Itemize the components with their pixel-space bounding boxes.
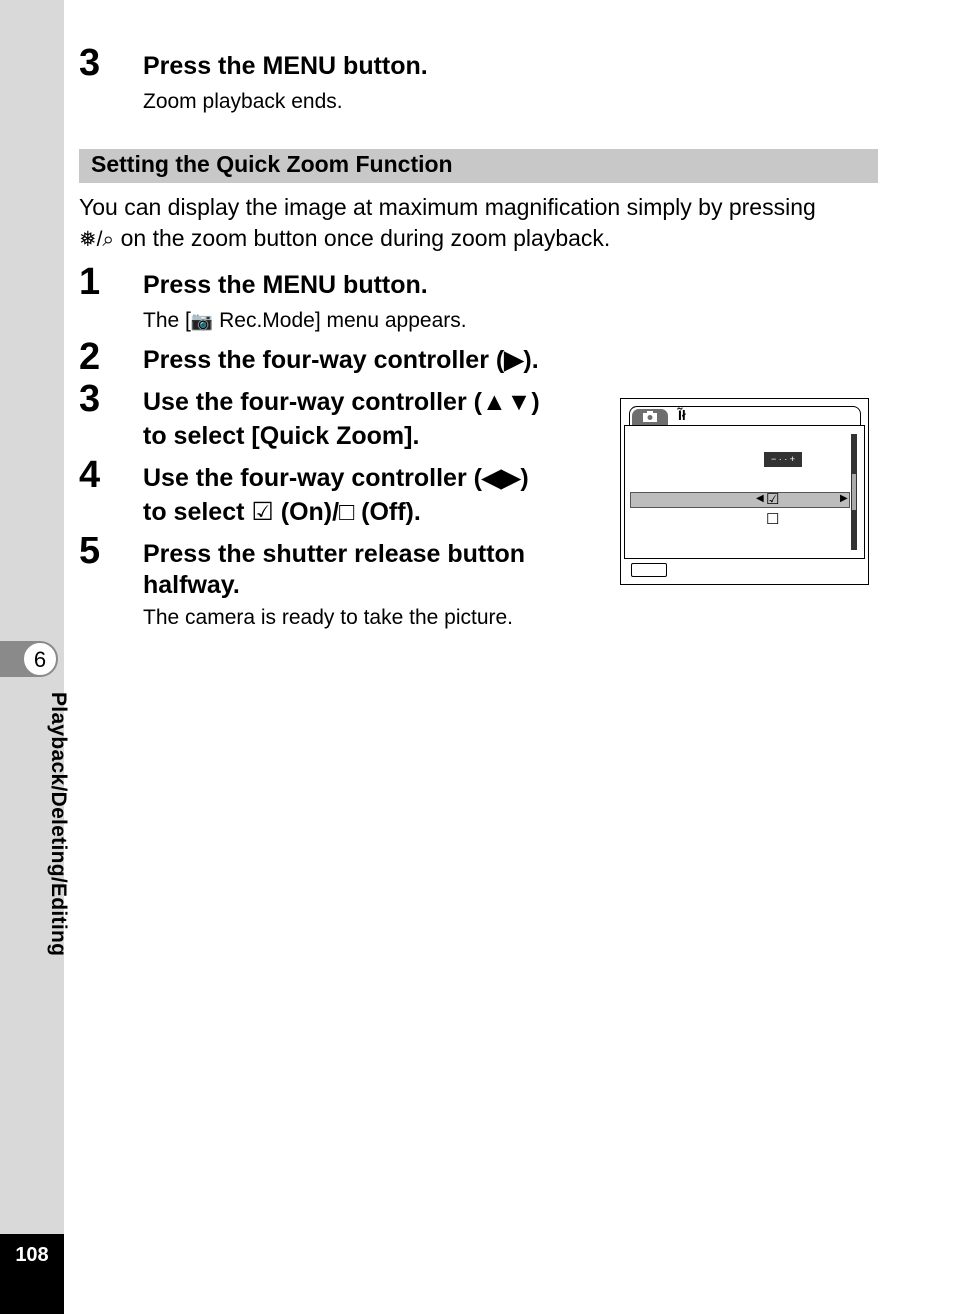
intro-line-2: [79, 223, 879, 255]
step-title-text-c: (Off).: [354, 498, 421, 526]
setup-tab-icon: Ĩł: [678, 407, 686, 423]
box-off-icon: □: [339, 498, 355, 526]
step-title-line-2: halfway.: [143, 571, 240, 599]
camera-icon: 📷: [190, 311, 214, 331]
menu-scrollbar: [851, 434, 857, 550]
camera-menu-screen: [620, 398, 869, 585]
step-title: Press the MENU button.: [143, 271, 428, 299]
chapter-number-badge: 6: [22, 641, 58, 677]
step-number: 2: [79, 336, 101, 378]
step-title: Press the four-way controller (▶).: [143, 346, 539, 374]
step-title-line-1: Use the four-way controller (◀▶): [143, 464, 529, 492]
step-title-line-2: to select [Quick Zoom].: [143, 422, 420, 450]
step-number: 4: [79, 454, 101, 496]
step-note: Zoom playback ends.: [143, 90, 343, 113]
step-note: [143, 308, 467, 334]
intro-line-1: You can display the image at maximum magnification simply by pressing: [79, 194, 816, 220]
step-number: 3: [79, 378, 101, 420]
step-number: 1: [79, 261, 101, 303]
step-number: 5: [79, 530, 101, 572]
arrow-left-icon: ◀: [756, 493, 764, 504]
menu-tab-strip: [629, 406, 861, 426]
step-title-text-a: to select: [143, 498, 252, 526]
step-note-suffix: Rec.Mode] menu appears.: [213, 309, 467, 332]
menu-panel: [624, 425, 865, 559]
step-title: Press the MENU button.: [143, 52, 428, 80]
scroll-thumb: [852, 474, 856, 510]
step-number: 3: [79, 42, 101, 84]
check-on-icon: ☑: [251, 498, 274, 526]
intro-line-2-text: on the zoom button once during zoom playback.: [114, 225, 611, 251]
step-title-line-1: Use the four-way controller (▲▼): [143, 388, 540, 416]
chapter-title: Playback/Deleting/Editing: [47, 692, 70, 957]
section-header: [79, 149, 878, 183]
step-title-text-b: (On)/: [273, 498, 340, 526]
step-title-line-2: [143, 495, 421, 529]
box-off-icon: ☐: [766, 511, 780, 528]
menu-key-indicator: [631, 563, 667, 577]
section-title: Setting the Quick Zoom Function: [91, 151, 453, 177]
check-on-icon: ☑: [766, 491, 780, 508]
quick-zoom-row-highlight: [630, 492, 850, 508]
step-note-prefix: The [: [143, 309, 191, 332]
ev-indicator: − · · +: [764, 452, 802, 467]
step-title-line-1: Press the shutter release button: [143, 540, 526, 568]
zoom-button-icon: ❅/⌕: [79, 228, 115, 251]
arrow-right-icon: ▶: [840, 493, 848, 504]
rec-mode-tab: [632, 409, 668, 425]
page-number: 108: [15, 1244, 49, 1266]
intro-paragraph: [79, 192, 879, 255]
camera-icon: [632, 409, 668, 425]
step-note: The camera is ready to take the picture.: [143, 606, 514, 629]
